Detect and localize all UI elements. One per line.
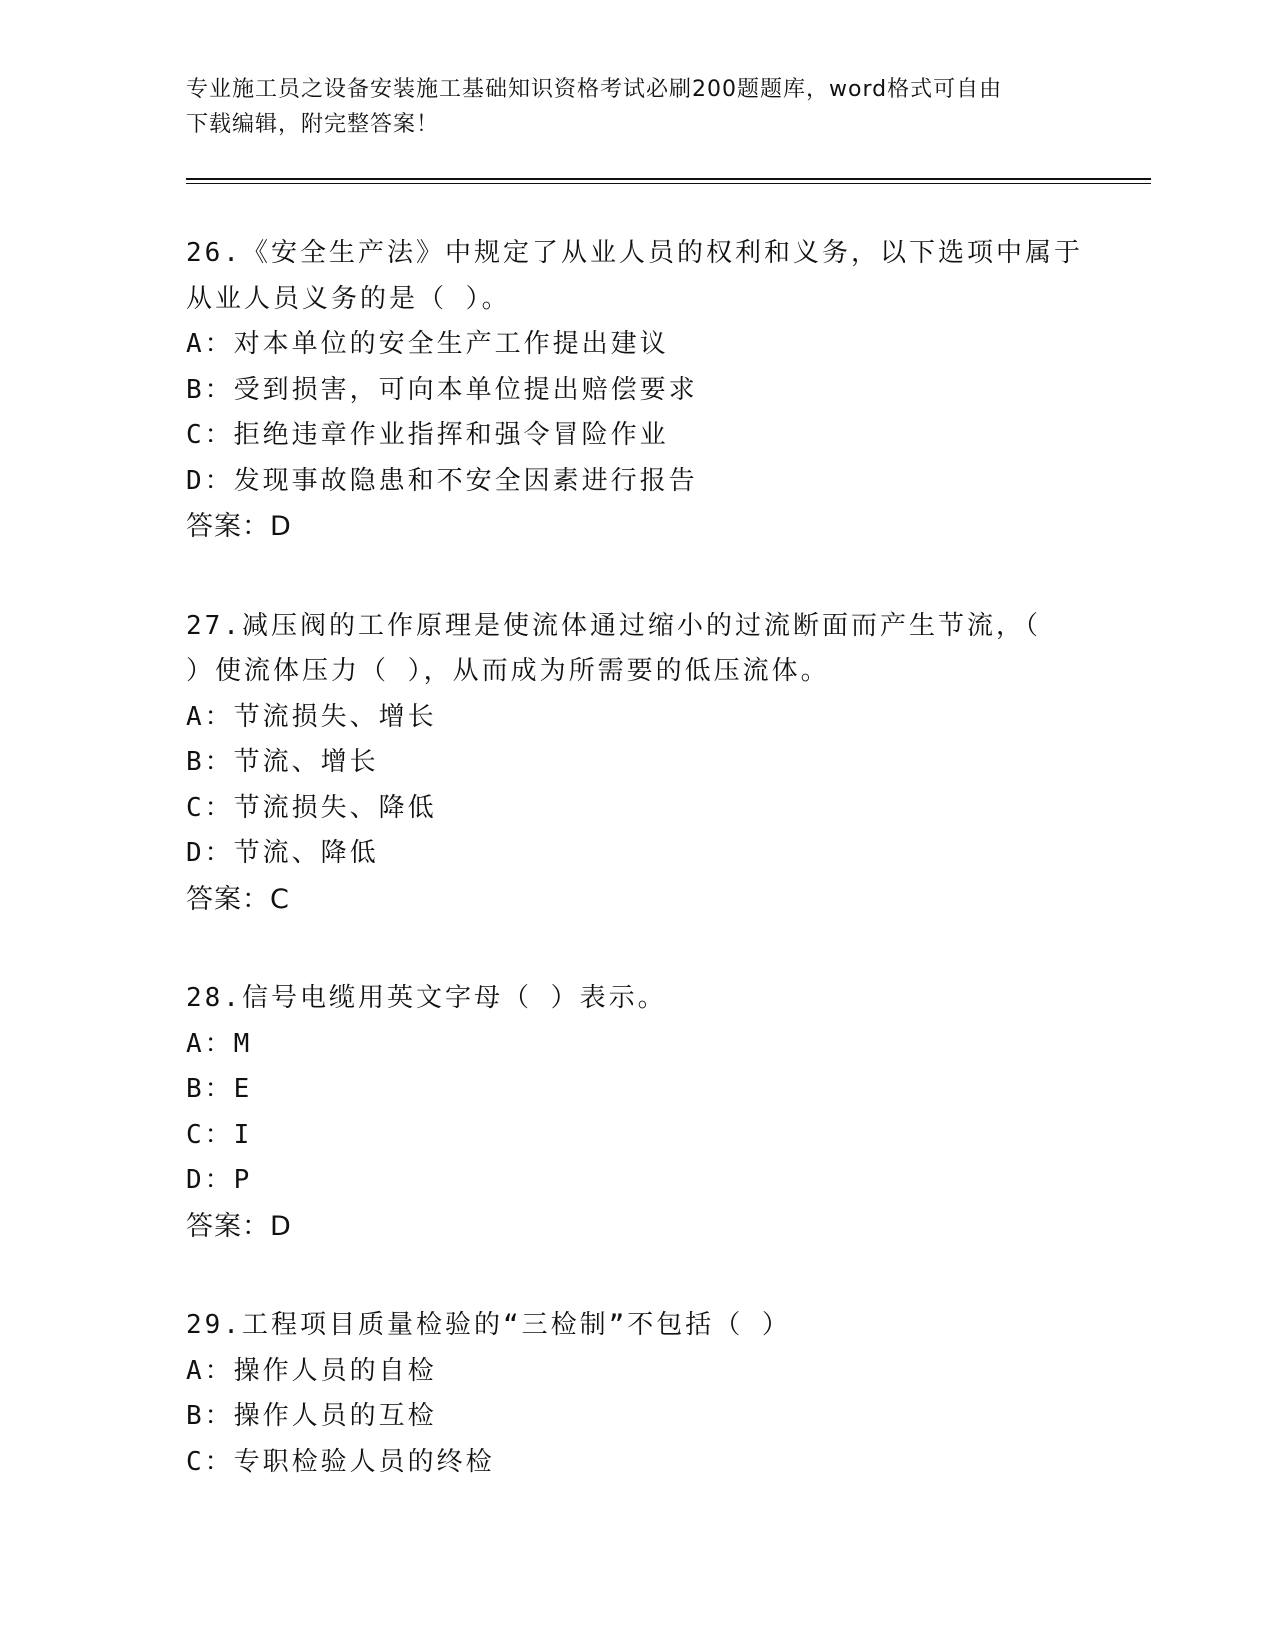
- option-c: C：拒绝违章作业指挥和强令冒险作业: [186, 420, 669, 450]
- option-b: B：E: [186, 1074, 253, 1104]
- question-stem: 27.减压阀的工作原理是使流体通过缩小的过流断面而产生节流，（: [186, 610, 1041, 641]
- option-c: C：I: [186, 1119, 253, 1150]
- option-a: A：对本单位的安全生产工作提出建议: [186, 329, 669, 359]
- question-stem: 29.工程项目质量检验的“三检制”不包括（ ）: [186, 1310, 791, 1340]
- question-27: [186, 604, 1106, 923]
- header-line-2: 下载编辑，附完整答案！: [186, 112, 440, 137]
- header-divider-thin: [186, 183, 1151, 184]
- answer: 答案：D: [186, 1210, 292, 1242]
- question-stem: 26.《安全生产法》中规定了从业人员的权利和义务，以下选项中属于: [186, 238, 1083, 268]
- option-a: A：M: [186, 1028, 253, 1059]
- question-29: [186, 1303, 1106, 1485]
- option-c: C：节流损失、降低: [186, 792, 437, 823]
- answer: 答案：D: [186, 511, 292, 542]
- answer: 答案：C: [186, 883, 290, 915]
- question-stem: 从业人员义务的是（ ）。: [186, 283, 511, 314]
- header-divider-thick: [186, 178, 1151, 180]
- header-line-1: 专业施工员之设备安装施工基础知识资格考试必刷200题题库，word格式可自由: [186, 77, 1003, 102]
- option-c: C：专职检验人员的终检: [186, 1446, 495, 1477]
- question-stem: 28.信号电缆用英文字母（ ）表示。: [186, 983, 667, 1013]
- option-b: B：操作人员的互检: [186, 1401, 437, 1431]
- question-26: [186, 231, 1106, 550]
- option-a: A：操作人员的自检: [186, 1355, 437, 1386]
- option-b: B：节流、增长: [186, 747, 379, 777]
- option-d: D：节流、降低: [186, 838, 379, 868]
- option-a: A：节流损失、增长: [186, 701, 437, 732]
- option-d: D：发现事故隐患和不安全因素进行报告: [186, 465, 698, 496]
- question-stem: ）使流体压力（ ），从而成为所需要的低压流体。: [186, 656, 830, 686]
- option-b: B：受到损害，可向本单位提出赔偿要求: [186, 374, 698, 405]
- document-header: [186, 72, 1086, 142]
- question-28: [186, 976, 1106, 1249]
- question-list: [186, 231, 1106, 1539]
- option-d: D：P: [186, 1165, 253, 1195]
